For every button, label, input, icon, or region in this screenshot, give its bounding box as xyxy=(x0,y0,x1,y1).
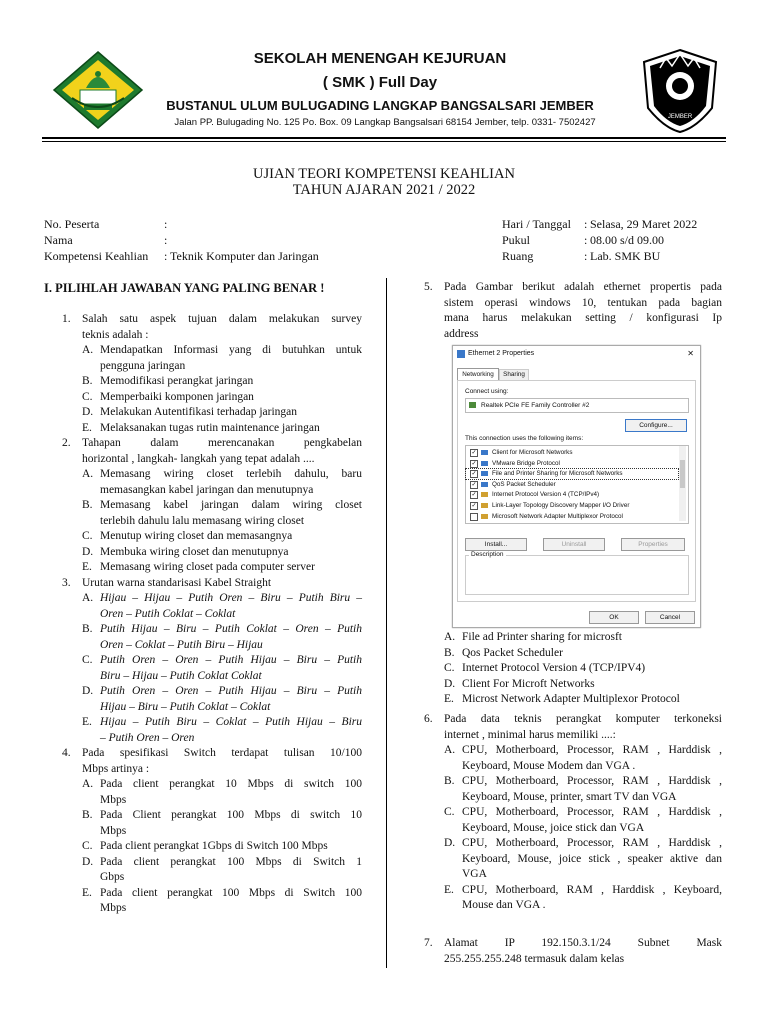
option-letter: C. xyxy=(444,806,455,818)
component-label: File and Printer Sharing for Microsoft Networks xyxy=(492,470,623,478)
option-text: Hijau – Biru – Putih Coklat – Coklat xyxy=(100,700,271,713)
option-letter: C. xyxy=(82,530,93,542)
component-label: QoS Packet Scheduler xyxy=(492,480,556,488)
info_right-sep: : xyxy=(584,233,588,247)
option-text: Keyboard, Mouse Modem dan VGA . xyxy=(462,759,636,772)
option-text: Melakukan Autentifikasi terhadap jaringan xyxy=(100,406,298,418)
component-item[interactable] xyxy=(466,490,678,500)
section-heading: I. PILIHLAH JAWABAN YANG PALING BENAR ! xyxy=(44,281,325,295)
option-text: memasangkan kabel jaringan dan menutupnya xyxy=(100,483,314,496)
header-divider-thin xyxy=(42,141,726,142)
info-left xyxy=(44,216,384,266)
dialog-titlebar xyxy=(453,346,700,363)
component-icon xyxy=(481,471,488,476)
option-letter: A. xyxy=(82,344,94,356)
option-letter: E. xyxy=(444,883,454,896)
question-text: sistem operasi windows 10, tentukan pada bagian xyxy=(444,296,722,309)
question-5 xyxy=(424,280,724,344)
question-text: Pada spesifikasi Switch terdapat tulisan 10/100 xyxy=(82,747,362,759)
option-letter: D. xyxy=(444,677,456,690)
cancel-button[interactable]: Cancel xyxy=(645,611,695,624)
component-icon xyxy=(481,514,488,519)
option-text: VGA xyxy=(462,868,487,880)
option-letter: E. xyxy=(82,561,92,573)
program-name: ( SMK ) Full Day xyxy=(322,74,438,91)
question-6 xyxy=(424,712,724,922)
component-label: Link-Layer Topology Discovery Mapper I/O Driver xyxy=(492,502,630,509)
component-icon xyxy=(481,482,488,487)
option-text: Putih Oren – Oren – Putih Hijau – Biru – Putih xyxy=(100,685,362,697)
option-letter: B. xyxy=(82,499,93,511)
option-text: CPU, Motherboard, Processor, RAM , Harddisk , xyxy=(462,775,722,787)
regency-emblem xyxy=(640,48,720,134)
left-column xyxy=(62,312,362,952)
ethernet-properties-dialog xyxy=(452,345,701,628)
uninstall-button[interactable]: Uninstall xyxy=(543,538,605,551)
question-text: Salah satu aspek tujuan dalam melakukan survey xyxy=(82,313,362,325)
info-right xyxy=(502,216,732,266)
checkbox[interactable]: ✓ xyxy=(471,460,477,467)
option-text: CPU, Motherboard, Processor, RAM , Harddisk , xyxy=(462,837,722,849)
option-text: Mbps xyxy=(100,824,127,837)
question-number: 1. xyxy=(62,313,71,325)
component-item[interactable] xyxy=(466,512,678,522)
component-icon xyxy=(481,503,488,508)
option-letter: E. xyxy=(444,693,454,705)
question-number: 5. xyxy=(424,281,433,293)
option-letter: D. xyxy=(82,685,94,697)
tab-networking[interactable]: Networking xyxy=(457,368,499,380)
items-list xyxy=(465,445,689,524)
option-text: Memasang kabel jaringan dalam wiring closet xyxy=(100,499,362,511)
checkbox[interactable] xyxy=(470,513,478,521)
option-letter: A. xyxy=(444,744,456,756)
question-number: 3. xyxy=(62,576,71,589)
option-letter: E. xyxy=(82,716,92,728)
info_right-value: Selasa, 29 Maret 2022 xyxy=(590,217,698,231)
option-text: CPU, Motherboard, Processor, RAM , Harddisk , xyxy=(462,744,722,756)
info_left-label: No. Peserta xyxy=(44,217,100,231)
configure-button[interactable]: Configure... xyxy=(625,419,687,432)
description-label: Description xyxy=(471,551,504,558)
question-7 xyxy=(424,936,724,970)
option-letter: C. xyxy=(444,662,455,674)
info_right-row xyxy=(502,216,732,232)
option-letter: B. xyxy=(444,775,455,787)
option-letter: D. xyxy=(82,406,94,418)
option-text: CPU, Motherboard, Processor, RAM , Harddisk , xyxy=(462,806,722,818)
option-letter: E. xyxy=(82,421,92,434)
option-text: Melaksanakan tugas rutin maintenance jaringan xyxy=(100,421,320,434)
items-label: This connection uses the following items: xyxy=(465,435,584,442)
info_right-row xyxy=(502,232,732,248)
question-text: horizontal , langkah- langkah yang tepat adalah .... xyxy=(82,452,315,465)
info_right-label: Hari / Tanggal xyxy=(502,217,571,231)
option-text: Memasang wiring closet pada computer server xyxy=(100,561,315,573)
question-number: 6. xyxy=(424,713,433,725)
option-text: terlebih dahulu lalu memasang wiring closet xyxy=(100,514,305,527)
option-letter: C. xyxy=(82,840,93,852)
component-item[interactable] xyxy=(466,448,678,458)
checkbox[interactable]: ✓ xyxy=(471,492,477,499)
info_right-sep: : xyxy=(584,249,588,263)
option-letter: D. xyxy=(82,545,94,558)
option-letter: B. xyxy=(82,809,93,821)
option-letter: C. xyxy=(82,390,93,403)
exam-year: TAHUN AJARAN 2021 / 2022 xyxy=(292,182,476,198)
info_left-sep: : xyxy=(164,249,168,263)
component-label: Client for Microsoft Networks xyxy=(492,449,573,456)
component-label: Internet Protocol Version 4 (TCP/IPv4) xyxy=(492,491,600,499)
option-letter: B. xyxy=(82,375,93,387)
question-number: 2. xyxy=(62,437,71,449)
option-text: – Putih Oren – Oren xyxy=(100,731,195,744)
info_left-label: Kompetensi Keahlian xyxy=(44,249,149,263)
network-icon xyxy=(457,350,465,358)
option-text: Mbps xyxy=(100,793,127,806)
option-letter: A. xyxy=(82,592,94,604)
question-text: mana harus melakukan setting / konfigurasi Ip xyxy=(444,312,722,324)
adapter-box xyxy=(465,398,689,413)
ok-button[interactable]: OK xyxy=(589,611,639,624)
info_left-value: Teknik Komputer dan Jaringan xyxy=(170,249,319,263)
component-label: Microsoft Network Adapter Multiplexor Protocol xyxy=(492,512,623,520)
header-divider xyxy=(42,137,726,139)
info_right-sep: : xyxy=(584,217,588,231)
option-text: Keyboard, Mouse, joice stick , speaker aktive dan xyxy=(462,852,722,865)
component-item[interactable] xyxy=(466,469,678,479)
checkbox[interactable]: ✓ xyxy=(471,481,477,488)
close-icon[interactable]: ✕ xyxy=(687,349,694,358)
component-item[interactable] xyxy=(466,501,678,511)
option-text: Pada client perangkat 1Gbps di Switch 100 Mbps xyxy=(100,840,328,852)
adapter-icon xyxy=(469,402,476,408)
option-text: Pada client perangkat 100 Mbps di Switch 100 xyxy=(100,886,362,899)
list-scrollbar[interactable] xyxy=(679,446,686,521)
question-number: 7. xyxy=(424,937,433,949)
scrollbar-thumb[interactable] xyxy=(680,460,685,488)
info_left-row xyxy=(44,216,384,232)
question-text: Urutan warna standarisasi Kabel Straight xyxy=(82,576,272,589)
description-group xyxy=(465,555,689,595)
option-text: Mendapatkan Informasi yang di butuhkan untuk xyxy=(100,344,362,356)
component-label: VMware Bridge Protocol xyxy=(492,459,560,467)
option-letter: E. xyxy=(82,886,92,899)
option-letter: C. xyxy=(82,654,93,666)
info_left-sep: : xyxy=(164,233,168,247)
option-text: Putih Hijau – Biru – Putih Coklat – Oren – Putih xyxy=(100,623,362,635)
option-letter: D. xyxy=(444,837,456,849)
info_left-row xyxy=(44,232,384,248)
adapter-name: Realtek PCIe FE Family Controller #2 xyxy=(481,402,590,409)
school-logo xyxy=(50,50,146,130)
info_right-label: Ruang xyxy=(502,249,534,263)
option-text: Client For Microft Networks xyxy=(462,677,595,690)
option-text: Oren – Putih Coklat – Coklat xyxy=(100,607,236,620)
option-text: Microst Network Adapter Multiplexor Protocol xyxy=(462,693,680,705)
info_right-label: Pukul xyxy=(502,233,531,247)
option-text: Hijau – Hijau – Putih Oren – Biru – Putih Biru – xyxy=(100,592,362,604)
properties-button[interactable]: Properties xyxy=(621,538,685,551)
option-text: Keyboard, Mouse, printer, smart TV dan VGA xyxy=(462,790,677,803)
option-text: Membuka wiring closet dan menutupnya xyxy=(100,545,289,558)
option-letter: A. xyxy=(82,778,94,790)
emblem-label: JEMBER xyxy=(667,114,693,120)
info_right-value: 08.00 s/d 09.00 xyxy=(590,233,665,247)
option-text: Memasang wiring closet terlebih dahulu, baru xyxy=(100,468,362,480)
option-text: Pada Client perangkat 100 Mbps di switch 10 xyxy=(100,809,362,821)
question-text: Tahapan dalam merencanakan pengkabelan xyxy=(82,437,362,449)
option-text: Gbps xyxy=(100,871,125,883)
component-item[interactable] xyxy=(466,480,678,490)
option-text: Biru – Hijau – Putih Coklat Coklat xyxy=(100,669,262,682)
option-text: Memodifikasi perangkat jaringan xyxy=(100,375,254,387)
info_left-sep: : xyxy=(164,217,168,231)
component-item[interactable] xyxy=(466,459,678,469)
option-text: Mbps xyxy=(100,902,127,914)
school-name: BUSTANUL ULUM BULUGADING LANGKAP BANGSALSARI JEMBER xyxy=(166,98,594,113)
question-number: 4. xyxy=(62,747,71,759)
question-text: Mbps artinya : xyxy=(82,762,150,775)
option-text: Memperbaiki komponen jaringan xyxy=(100,390,254,403)
option-text: Internet Protocol Version 4 (TCP/IPV4) xyxy=(462,662,646,674)
info_right-value: Lab. SMK BU xyxy=(590,249,661,263)
option-letter: A. xyxy=(82,468,94,480)
option-text: Pada client perangkat 10 Mbps di switch 100 xyxy=(100,778,362,790)
question-text: internet , minimal harus memiliki ....: xyxy=(444,728,616,741)
checkbox[interactable]: ✓ xyxy=(471,450,477,456)
tab-sharing[interactable]: Sharing xyxy=(499,369,529,380)
question-text: Pada data teknis perangkat komputer terkoneksi xyxy=(444,713,722,725)
question-text: address xyxy=(444,327,479,340)
option-letter: D. xyxy=(82,855,94,868)
checkbox[interactable]: ✓ xyxy=(471,503,477,509)
info_left-row xyxy=(44,248,384,264)
column-divider xyxy=(386,278,387,968)
option-text: pengguna jaringan xyxy=(100,359,186,372)
connect-using-label: Connect using: xyxy=(465,388,509,395)
option-text: CPU, Motherboard, RAM , Harddisk , Keyboard, xyxy=(462,883,722,896)
question-text: 255.255.255.248 termasuk dalam kelas xyxy=(444,952,625,965)
option-letter: B. xyxy=(82,623,93,635)
component-icon xyxy=(481,461,488,466)
install-button[interactable]: Install... xyxy=(465,538,527,551)
option-text: Keyboard, Mouse, joice stick dan VGA xyxy=(462,821,645,834)
question-text: teknis adalah : xyxy=(82,328,149,341)
option-text: Pada client perangkat 100 Mbps di Switch 1 xyxy=(100,855,362,868)
school-address: Jalan PP. Bulugading No. 125 Po. Box. 09 Langkap Bangsalsari 68154 Jember, telp. 0331- 7502427 xyxy=(174,117,596,128)
component-icon xyxy=(481,450,488,455)
option-text: Oren – Coklat – Putih Biru – Hijau xyxy=(100,638,263,651)
option-text: Mouse dan VGA . xyxy=(462,899,546,911)
info_left-label: Nama xyxy=(44,233,73,247)
option-text: File ad Printer sharing for microsft xyxy=(462,631,623,643)
option-text: Menutup wiring closet dan memasangnya xyxy=(100,530,293,542)
exam-title: UJIAN TEORI KOMPETENSI KEAHLIAN xyxy=(253,166,515,182)
component-icon xyxy=(481,492,488,497)
option-text: Hijau – Putih Biru – Coklat – Putih Hijau – Biru xyxy=(100,716,362,728)
school-type: SEKOLAH MENENGAH KEJURUAN xyxy=(253,50,507,67)
option-text: Qos Packet Scheduler xyxy=(462,646,563,659)
dialog-title: Ethernet 2 Properties xyxy=(468,350,535,357)
checkbox[interactable]: ✓ xyxy=(471,471,477,478)
option-text: Putih Oren – Oren – Putih Hijau – Biru – Putih xyxy=(100,654,362,666)
question-5-options xyxy=(424,630,724,712)
info_right-row xyxy=(502,248,732,264)
option-letter: B. xyxy=(444,646,455,659)
question-text: Pada Gambar berikut adalah ethernet propertis pada xyxy=(444,281,722,293)
option-letter: A. xyxy=(444,631,456,643)
question-text: Alamat IP 192.150.3.1/24 Subnet Mask xyxy=(444,937,722,949)
